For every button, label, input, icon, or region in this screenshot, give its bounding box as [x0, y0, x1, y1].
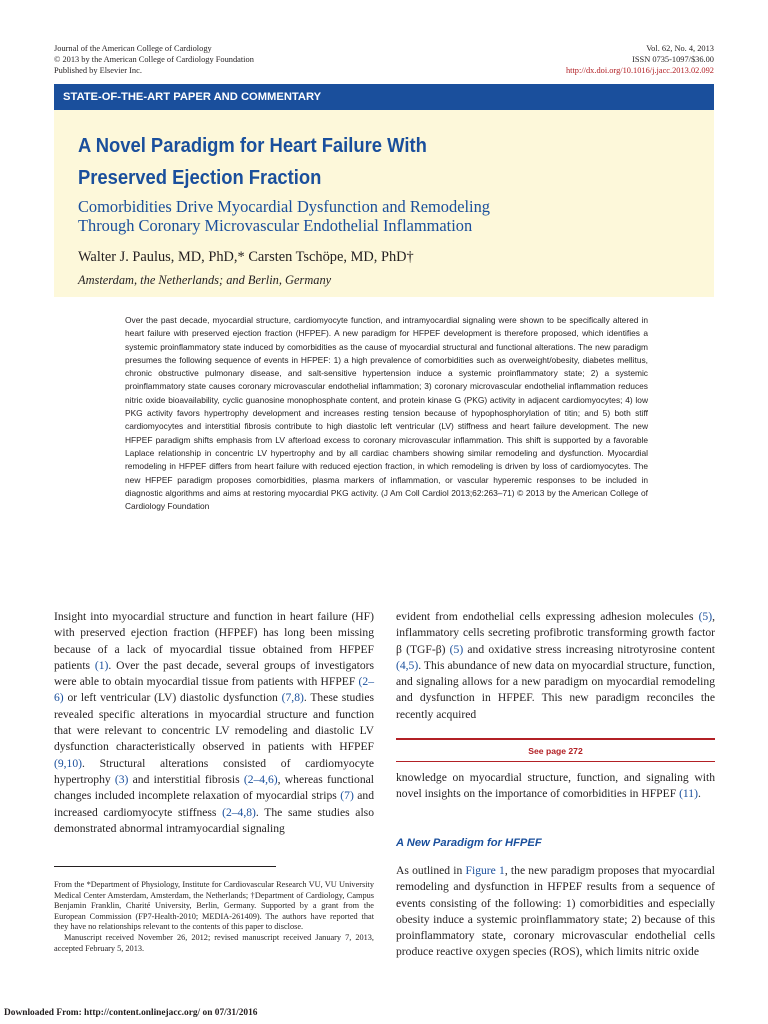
body-column-right-mid	[396, 770, 715, 803]
author-affiliation: Amsterdam, the Netherlands; and Berlin, Germany	[78, 273, 332, 287]
footnote-affiliations: From the *Department of Physiology, Institute for Cardiovascular Research VU, VU University Medical Center Amsterdam, Amsterdam, the Netherlands; †Department of Cardiology, Campus Benjamin Franklin, Charité University, Berlin, Germany. Supported by a grant from the European Commission (FP7-Health-2010; MEDIA-261409). The authors have reported that they have no relationships relevant to the contents of this paper to disclose.	[54, 880, 374, 932]
journal-name: Journal of the American College of Cardiology	[54, 44, 212, 53]
body-column-left	[54, 609, 374, 837]
citation-link[interactable]: (3)	[114, 772, 129, 786]
body-text: and interstitial fibrosis	[128, 772, 244, 786]
citation-link[interactable]: (11)	[679, 787, 698, 801]
author-list: Walter J. Paulus, MD, PhD,* Carsten Tschöpe, MD, PhD†	[78, 249, 414, 265]
body-text: evident from endothelial cells expressing adhesion molecules	[396, 610, 699, 623]
see-page-rule-bottom	[396, 761, 715, 762]
subtitle-line-2: Through Coronary Microvascular Endothelial Inflammation	[78, 216, 473, 235]
issue-meta	[566, 43, 714, 76]
intro-paragraph	[54, 609, 374, 837]
citation-link[interactable]: (4,5)	[396, 658, 419, 672]
footnote	[54, 880, 374, 954]
body-text: . Structural alterations consisted of cardiomyocyte hypertrophy	[54, 756, 374, 786]
citation-link[interactable]: (2–4,6)	[243, 772, 278, 786]
body-text: . The same studies also demonstrated abnormal intramyocardial signaling	[54, 805, 374, 835]
footnote-dates: Manuscript received November 26, 2012; revised manuscript received January 7, 2013, accepted February 5, 2013.	[54, 932, 374, 953]
citation-link[interactable]: (9,10)	[54, 756, 83, 770]
see-page-rule-top	[396, 738, 715, 740]
body-text: and increased cardiomyocyte stiffness	[54, 789, 375, 819]
citation-link[interactable]: (7,8)	[281, 691, 304, 705]
doi-link[interactable]: http://dx.doi.org/10.1016/j.jacc.2013.02.092	[565, 66, 714, 75]
publisher-line: Published by Elsevier Inc.	[54, 66, 142, 75]
body-text: or left ventricular (LV) diastolic dysfunction	[63, 691, 282, 705]
body-text: As outlined in	[396, 864, 466, 877]
citation-link[interactable]: (2–6)	[54, 675, 374, 705]
body-column-right-bottom	[396, 863, 715, 961]
intro-paragraph-cont	[396, 609, 715, 723]
body-text: . These studies revealed specific alterations in myocardial structure and function that were relevant to concentric LV remodeling and diastolic LV dysfunction characteristically observed in patients with HFPEF	[54, 691, 375, 754]
body-text: Insight into myocardial structure and function in heart failure (HF) with preserved ejection fraction (HFPEF) has long been missing because of a lack of myocardial tissue obtained from HFPEF patients	[54, 610, 374, 672]
abstract: Over the past decade, myocardial structure, cardiomyocyte function, and intramyocardial signaling were shown to be specifically altered in heart failure with preserved ejection fraction (HFPEF). A new paradigm for HFPEF development is therefore proposed, which identifies a systemic proinflammatory state induced by comorbidities as the cause of myocardial structural and functional alterations. The new paradigm presumes the following sequence of events in HFPEF: 1) a high prevalence of comorbidities such as overweight/obesity, diabetes mellitus, chronic obstructive pulmonary disease, and salt-sensitive hypertension induce a systemic proinflammatory state; 2) a systemic proinflammatory state causes coronary microvascular endothelial inflammation; 3) coronary microvascular endothelial inflammation reduces nitric oxide bioavailability, cyclic guanosine monophosphate content, and protein kinase G (PKG) activity in adjacent cardiomyocytes; 4) low PKG activity favors hypertrophy development and increases resting tension because of hypophosphorylation of titin; and 5) both stiff cardiomyocytes and interstitial fibrosis contribute to high diastolic left ventricular (LV) stiffness and heart failure development. The new HFPEF paradigm shifts emphasis from LV afterload excess to coronary microvascular inflammation. This shift is supported by a favorable Laplace relationship in concentric LV hypertrophy and by all cardiac chambers showing similar remodeling and dysfunction. Myocardial remodeling in HFPEF differs from heart failure with reduced ejection fraction, in which remodeling is driven by loss of cardiomyocytes. The new HFPEF paradigm proposes comorbidities, plasma markers of inflammation, or vascular hyperemic responses to be included in diagnostic algorithms and aims at restoring myocardial PKG activity. (J Am Coll Cardiol 2013;62:263–71) © 2013 by the American College of Cardiology Foundation	[125, 315, 648, 512]
body-text: . Over the past decade, several groups of investigators were able to obtain myocardial tissue from patients with HFPEF	[54, 658, 374, 689]
intro-paragraph-end	[396, 770, 715, 803]
issn-line: ISSN 0735-1097/$36.00	[632, 55, 714, 64]
citation-link[interactable]: (5)	[698, 610, 713, 623]
download-notice: Downloaded From: http://content.onlinejacc.org/ on 07/31/2016	[4, 1008, 258, 1018]
body-text: , inflammatory cells secreting profibrotic transforming growth factor β (TGF-β)	[396, 610, 715, 656]
citation-link[interactable]: (7)	[340, 789, 354, 803]
copyright-line: © 2013 by the American College of Cardiology Foundation	[54, 55, 254, 64]
citation-link[interactable]: (2–4,8)	[222, 805, 256, 819]
body-text: knowledge on myocardial structure, function, and signaling with novel insights on the importance of comorbidities in HFPEF	[396, 771, 715, 801]
title-line-1: A Novel Paradigm for Heart Failure With	[78, 135, 427, 157]
body-text: , the new paradigm proposes that myocardial remodeling and dysfunction in HFPEF results from a sequence of events consisting of the following: 1) comorbidities and especially obesity induce a systemic proinflammatory state; 2) because of this proinflammatory state, coronary microvascular endothelial cells produce reactive oxygen species (ROS), which limits nitric oxide	[396, 864, 715, 959]
citation-link[interactable]: (5)	[449, 642, 464, 656]
title-line-2: Preserved Ejection Fraction	[78, 167, 322, 189]
article-type-banner: STATE-OF-THE-ART PAPER AND COMMENTARY	[54, 84, 714, 110]
see-page-link[interactable]: See page 272	[528, 746, 583, 756]
article-title	[78, 130, 630, 194]
article-subtitle	[78, 197, 638, 235]
journal-meta	[54, 43, 254, 76]
paradigm-paragraph	[396, 863, 715, 961]
section-heading: A New Paradigm for HFPEF	[396, 837, 542, 849]
volume-line: Vol. 62, No. 4, 2013	[646, 44, 714, 53]
body-column-right-top	[396, 609, 715, 723]
citation-link[interactable]: Figure 1	[465, 864, 505, 877]
body-text: .	[697, 787, 701, 801]
body-text: and oxidative stress increasing nitrotyrosine content	[463, 642, 715, 656]
subtitle-line-1: Comorbidities Drive Myocardial Dysfunction and Remodeling	[78, 197, 490, 216]
footnote-rule	[54, 866, 276, 867]
body-text: . This abundance of new data on myocardial structure, function, and signaling allows for a new paradigm on myocardial remodeling and dysfunction in HFPEF. This new paradigm reconciles the recently acquired	[396, 658, 715, 721]
body-text: , whereas functional changes included incomplete relaxation of myocardial strips	[54, 772, 374, 803]
citation-link[interactable]: (1)	[94, 658, 109, 672]
